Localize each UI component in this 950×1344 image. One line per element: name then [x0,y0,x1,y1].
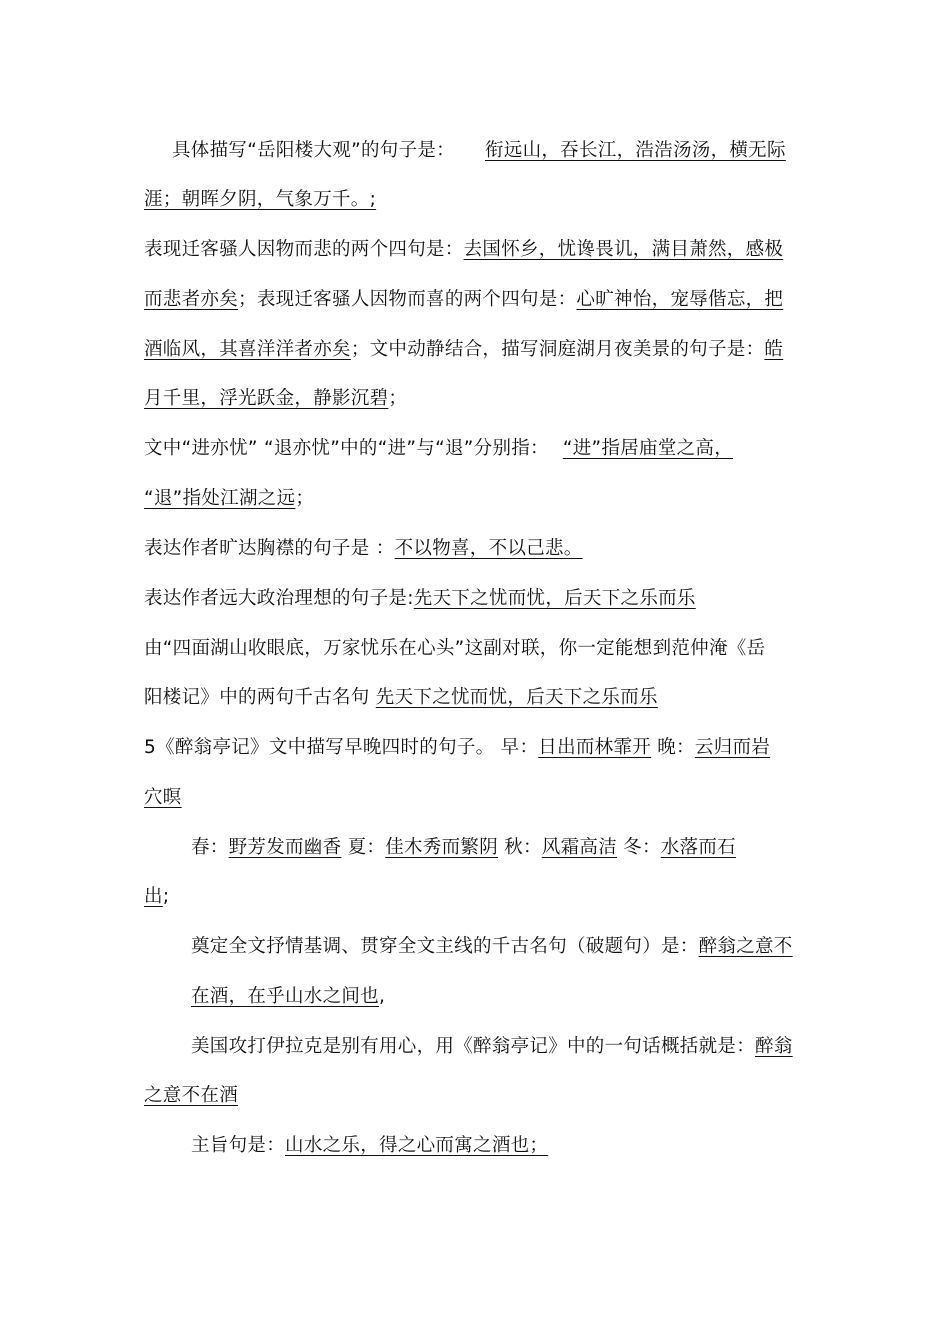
underlined-answer: 之意不在酒 [144,1085,239,1106]
text-line: 表现迁客骚人因物而悲的两个四句是：去国怀乡，忧谗畏讥，满目萧然，感极 [144,239,784,260]
text-line: 美国攻打伊拉克是别有用心，用《醉翁亭记》中的一句话概括就是：醉翁 [191,1036,793,1057]
underlined-answer: 酒临风，其喜洋洋者亦矣 [144,339,351,360]
text-line: 具体描写“岳阳楼大观”的句子是： 衔远山，吞长江，浩浩汤汤，横无际 [172,140,786,161]
text-line: 在酒，在乎山水之间也, [191,986,386,1007]
text-line: 表达作者远大政治理想的句子是:先天下之忧而忧，后天下之乐而乐 [144,588,696,609]
underlined-answer: 皓 [764,339,784,360]
underlined-answer: 去国怀乡，忧谗畏讥，满目萧然，感极 [463,239,784,260]
text-line: 出; [144,886,170,907]
underlined-answer: 出 [144,886,163,907]
text-line: 文中“进亦忧” “退亦忧”中的“进”与“退”分别指： “进”指居庙堂之高， [144,438,734,459]
underlined-answer: “进”指居庙堂之高， [562,438,734,459]
text-line: 春：野芳发而幽香 夏：佳木秀而繁阴 秋：风霜高洁 冬：水落而石 [191,837,736,858]
underlined-answer: 心旷神怡，宠辱偕忘，把 [576,289,784,310]
underlined-answer: “退”指处江湖之远 [144,488,296,509]
underlined-answer: 醉翁之意不 [698,936,793,957]
underlined-answer: 在酒，在乎山水之间也 [191,986,380,1007]
underlined-answer: 醉翁 [755,1036,793,1057]
underlined-answer: 云归而岩 [694,737,771,758]
text-line [144,786,182,810]
underlined-answer: 穴暝 [144,787,182,808]
text-line [144,1084,238,1108]
underlined-answer: 日出而林霏开 [538,737,652,758]
underlined-answer: 不以物喜，不以己悲。 [394,538,583,559]
text-line: 而悲者亦矣；表现迁客骚人因物而喜的两个四句是：心旷神怡，宠辱偕忘，把 [144,289,784,310]
underlined-answer: 山水之乐，得之心而寓之酒也； [285,1135,549,1156]
underlined-answer: 月千里，浮光跃金，静影沉碧 [144,388,389,409]
text-line: 月千里，浮光跃金，静影沉碧； [144,388,408,409]
underlined-answer: 风霜高洁 [541,837,617,858]
underlined-answer: 野芳发而幽香 [228,837,342,858]
text-line: 由“四面湖山收眼底，万家忧乐在心头”这副对联，你一定能想到范仲淹《岳 [144,638,766,659]
underlined-answer: 涯；朝晖夕阴，气象万千。; [144,189,377,210]
underlined-answer: 佳木秀而繁阴 [385,837,499,858]
underlined-answer: 水落而石 [660,837,736,858]
underlined-answer: 而悲者亦矣 [144,289,239,310]
underlined-answer: 先天下之忧而忧，后天下之乐而乐 [413,588,696,609]
text-line: 表达作者旷达胸襟的句子是 ：不以物喜，不以己悲。 [144,538,583,559]
text-line: 阳楼记》中的两句千古名句 先天下之忧而忧，后天下之乐而乐 [144,687,658,708]
text-line: 酒临风，其喜洋洋者亦矣；文中动静结合，描写洞庭湖月夜美景的句子是：皓 [144,339,784,360]
underlined-answer: 先天下之忧而忧，后天下之乐而乐 [375,687,658,708]
text-line: 5《醉翁亭记》文中描写早晚四时的句子。 早：日出而林霏开 晚：云归而岩 [144,737,771,758]
text-line: “退”指处江湖之远； [144,488,315,509]
text-line: 主旨句是：山水之乐，得之心而寓之酒也； [191,1135,549,1156]
text-line: 奠定全文抒情基调、贯穿全文主线的千古名句（破题句）是：醉翁之意不 [191,936,793,957]
underlined-answer: 衔远山，吞长江，浩浩汤汤，横无际 [484,140,786,161]
text-line [144,188,376,212]
